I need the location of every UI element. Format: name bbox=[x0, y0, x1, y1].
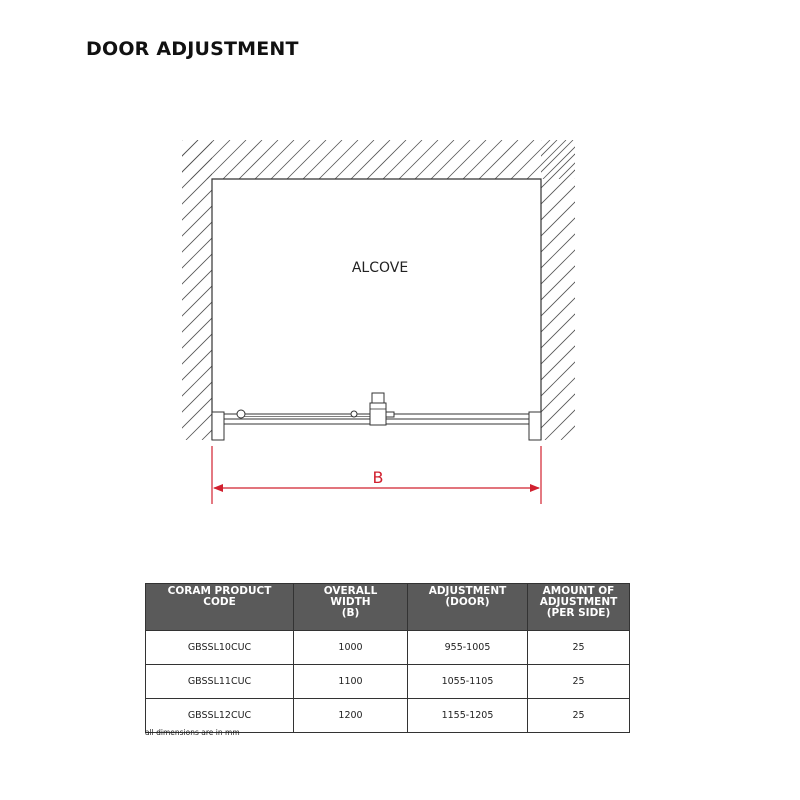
cell-adjustment: 955-1005 bbox=[408, 631, 528, 665]
cell-adjustment: 1055-1105 bbox=[408, 665, 528, 699]
header-product-code: CORAM PRODUCT CODE bbox=[146, 584, 294, 631]
door-roller-icon bbox=[351, 411, 357, 417]
cell-overall-width: 1200 bbox=[294, 699, 408, 733]
cell-adjustment: 1155-1205 bbox=[408, 699, 528, 733]
units-footnote: all dimensions are in mm bbox=[145, 728, 240, 737]
door-roller-icon bbox=[237, 410, 245, 418]
cell-product-code: GBSSL12CUC bbox=[146, 699, 294, 733]
page-title: DOOR ADJUSTMENT bbox=[86, 38, 299, 60]
header-amount-per-side: AMOUNT OF ADJUSTMENT (PER SIDE) bbox=[528, 584, 630, 631]
alcove-label: ALCOVE bbox=[351, 260, 409, 276]
cell-product-code: GBSSL10CUC bbox=[146, 631, 294, 665]
cell-product-code: GBSSL11CUC bbox=[146, 665, 294, 699]
product-spec-table bbox=[145, 583, 630, 733]
dimension-label-b: B bbox=[372, 468, 384, 487]
table-header-row bbox=[146, 584, 630, 631]
right-wall-channel bbox=[529, 412, 541, 440]
cell-amount-per-side: 25 bbox=[528, 699, 630, 733]
cell-amount-per-side: 25 bbox=[528, 665, 630, 699]
cell-overall-width: 1000 bbox=[294, 631, 408, 665]
wall-hatching-top bbox=[143, 140, 646, 179]
table-row bbox=[146, 631, 630, 665]
table-row bbox=[146, 665, 630, 699]
cell-overall-width: 1100 bbox=[294, 665, 408, 699]
header-overall-width: OVERALL WIDTH (B) bbox=[294, 584, 408, 631]
header-adjustment-door: ADJUSTMENT (DOOR) bbox=[408, 584, 528, 631]
cell-amount-per-side: 25 bbox=[528, 631, 630, 665]
left-wall-channel bbox=[212, 412, 224, 440]
